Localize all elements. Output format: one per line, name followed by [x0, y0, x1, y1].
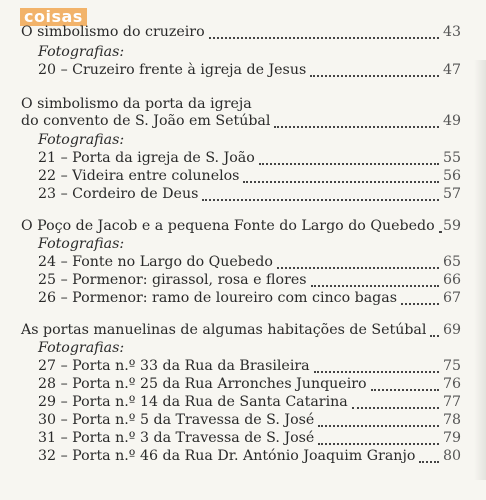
toc-photo-entry[interactable] — [0, 272, 486, 292]
page-number: 76 — [443, 376, 462, 392]
toc-photo-entry[interactable] — [0, 186, 486, 206]
toc-photo-entry[interactable] — [0, 168, 486, 188]
toc-photo-entry[interactable] — [0, 62, 486, 82]
toc-entry-portas-manuelinas[interactable] — [0, 322, 486, 342]
photos-label: Fotografias: — [38, 44, 125, 60]
leader-dots — [209, 37, 439, 39]
photo-caption: 24 – Fonte no Largo do Quebedo — [38, 254, 273, 270]
page-number: 67 — [443, 290, 462, 306]
photo-caption: 31 – Porta n.º 3 da Travessa de S. José — [38, 430, 315, 446]
page-number: 77 — [443, 394, 462, 410]
photos-label: Fotografias: — [38, 132, 125, 148]
photo-caption: 25 – Pormenor: girassol, rosa e flores — [38, 272, 307, 288]
toc-photo-entry[interactable] — [0, 376, 486, 396]
photo-caption: 27 – Porta n.º 33 da Rua da Brasileira — [38, 358, 310, 374]
photos-label: Fotografias: — [38, 340, 125, 356]
photo-caption: 29 – Porta n.º 14 da Rua de Santa Catarina — [38, 394, 348, 410]
leader-dots — [243, 181, 439, 183]
leader-dots — [259, 163, 439, 165]
photos-label: Fotografias: — [38, 236, 125, 252]
toc-title: As portas manuelinas de algumas habitações de Setúbal — [21, 322, 427, 338]
leader-dots — [274, 126, 439, 128]
page-edge-shadow — [474, 60, 486, 480]
page-number: 55 — [443, 150, 462, 166]
toc-title-line2: do convento de S. João em Setúbal — [21, 113, 271, 129]
toc-title: O simbolismo do cruzeiro — [21, 24, 205, 40]
toc-photo-entry[interactable] — [0, 412, 486, 432]
leader-dots — [419, 461, 439, 463]
page-number: 47 — [443, 62, 462, 78]
page-number: 57 — [443, 186, 462, 202]
leader-dots — [318, 425, 439, 427]
photo-caption: 28 – Porta n.º 25 da Rua Arronches Junqueiro — [38, 376, 367, 392]
toc-entry-cruzeiro[interactable] — [0, 24, 486, 44]
leader-dots — [310, 75, 439, 77]
leader-dots — [202, 199, 439, 201]
page-number: 56 — [443, 168, 462, 184]
leader-dots — [371, 389, 439, 391]
page-number: 80 — [443, 448, 462, 464]
page-number: 78 — [443, 412, 462, 428]
page-number: 43 — [443, 24, 462, 40]
leader-dots — [318, 443, 439, 445]
toc-photo-entry[interactable] — [0, 394, 486, 414]
toc-photo-entry[interactable] — [0, 358, 486, 378]
photo-caption: 20 – Cruzeiro frente à igreja de Jesus — [38, 62, 307, 78]
page-number: 69 — [443, 322, 462, 338]
photo-caption: 26 – Pormenor: ramo de loureiro com cinco bagas — [38, 290, 397, 306]
toc-photo-entry[interactable] — [0, 448, 486, 468]
page-number: 49 — [443, 113, 462, 129]
leader-dots — [430, 335, 439, 337]
toc-photo-entry[interactable] — [0, 290, 486, 310]
toc-photo-entry[interactable] — [0, 254, 486, 274]
leader-dots — [311, 285, 439, 287]
toc-entry-porta-igreja[interactable] — [0, 113, 486, 133]
leader-dots — [277, 267, 439, 269]
photo-caption: 21 – Porta da igreja de S. João — [38, 150, 255, 166]
photo-caption: 30 – Porta n.º 5 da Travessa de S. José — [38, 412, 315, 428]
photo-caption: 32 – Porta n.º 46 da Rua Dr. António Joaquim Granjo — [38, 448, 416, 464]
toc-photo-entry[interactable] — [0, 150, 486, 170]
toc-title: O Poço de Jacob e a pequena Fonte do Largo do Quebedo — [21, 218, 435, 234]
page-number: 75 — [443, 358, 462, 374]
toc-photo-entry[interactable] — [0, 430, 486, 450]
photo-caption: 22 – Videira entre colunelos — [38, 168, 240, 184]
photo-caption: 23 – Cordeiro de Deus — [38, 186, 199, 202]
page-number: 59 — [443, 218, 462, 234]
leader-dots — [314, 371, 439, 373]
page-number: 65 — [443, 254, 462, 270]
leader-dots — [352, 407, 439, 409]
leader-dots — [401, 303, 439, 305]
page-number: 66 — [443, 272, 462, 288]
toc-title-line1: O simbolismo da porta da igreja — [21, 96, 252, 112]
header-tag: coisas — [20, 8, 87, 26]
toc-entry-poco-jacob[interactable] — [0, 218, 486, 238]
page-number: 79 — [443, 430, 462, 446]
